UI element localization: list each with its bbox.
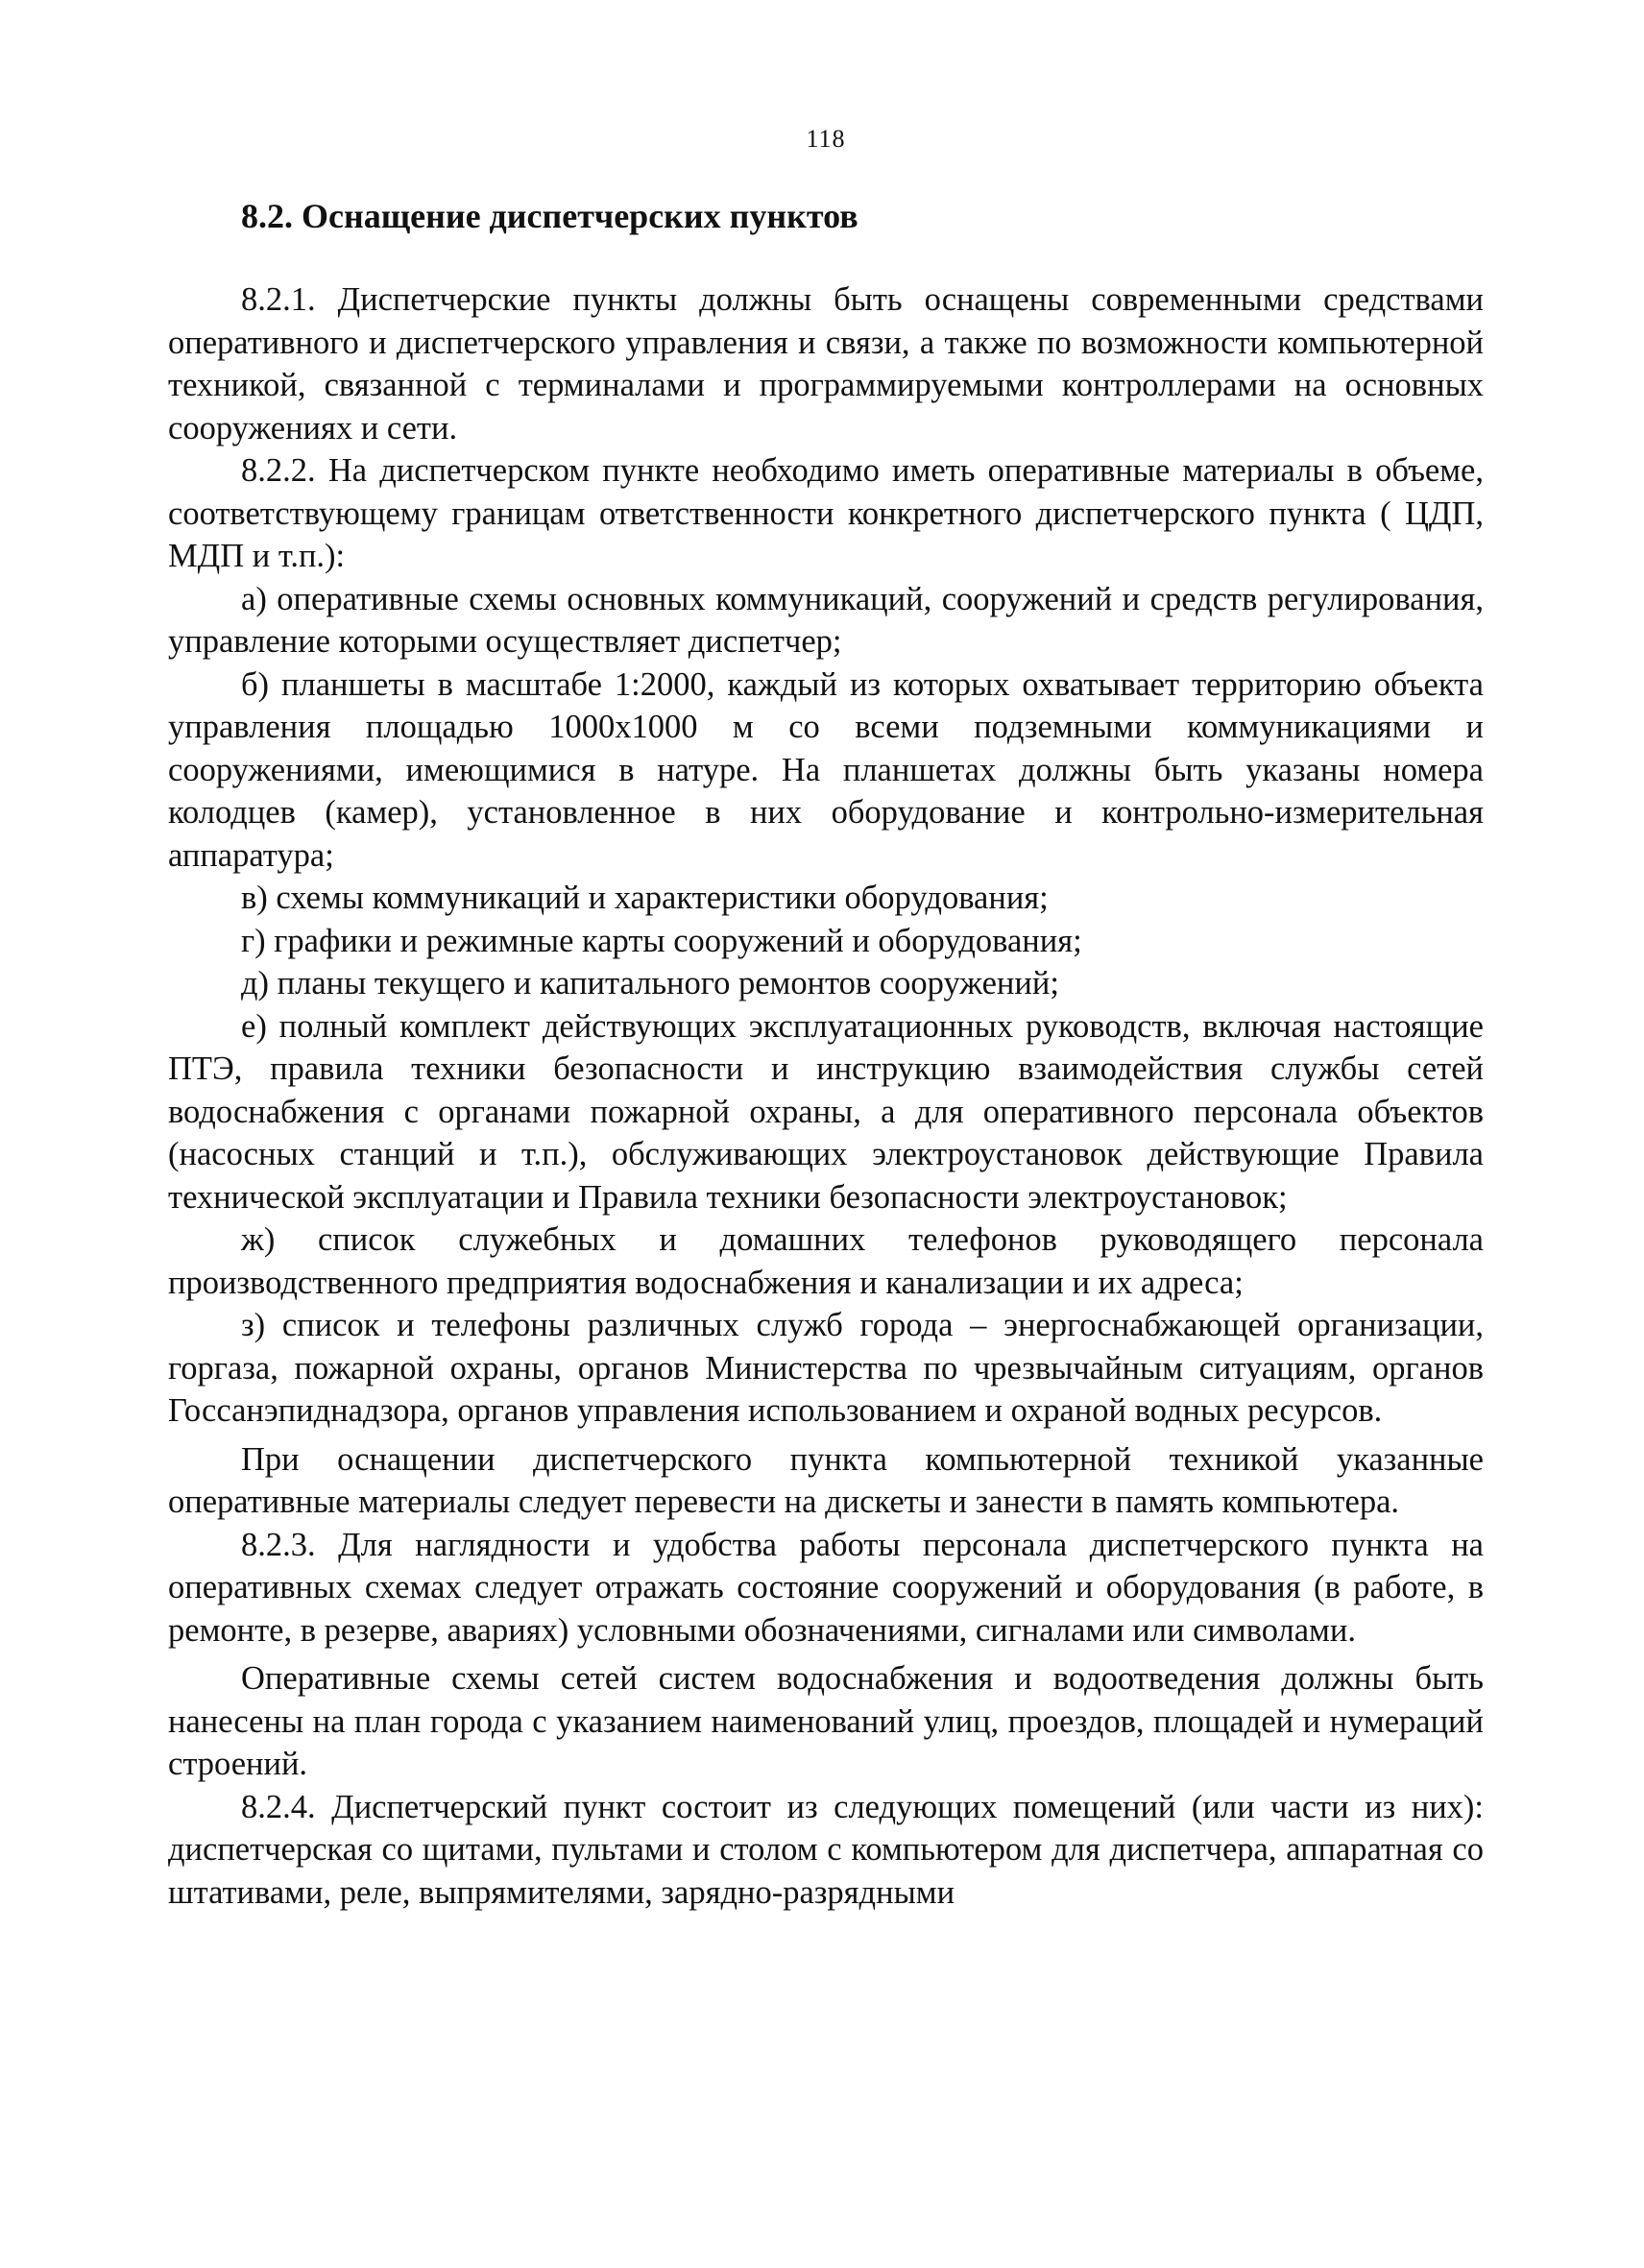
list-item-d: д) планы текущего и капитального ремонтов сооружений; (241, 965, 1059, 1001)
list-item-z: з) список и телефоны различных служб города – энергоснабжающей организации, горгаза, пожарной охраны, органов Министерства по чрезвычайным ситуациям, органов Госсанэпиднадзора, органов управления использованием и охраной водных ресурсов. (168, 1307, 1484, 1429)
paragraph-8-2-3: 8.2.3. Для наглядности и удобства работы персонала диспетчерского пункта на оперативных схемах следует отражать состояние сооружений и оборудования (в работе, в ремонте, в резерве, авариях) условными обозначениями, сигналами или символами. (168, 1526, 1484, 1649)
list-item-e: е) полный комплект действующих эксплуатационных руководств, включая настоящие ПТЭ, правила техники безопасности и инструкцию взаимодействия службы сетей водоснабжения с органами пожарной охраны, а для оперативного персонала объектов (насосных станций и т.п.), обслуживающих электроустановок действующие Правила технической эксплуатации и Правила техники безопасности электроустановок; (168, 1007, 1484, 1216)
list-item-g: г) графики и режимные карты сооружений и оборудования; (241, 922, 1082, 959)
list-item-a: а) оперативные схемы основных коммуникаций, сооружений и средств регулирования, управление которыми осуществляет диспетчер; (168, 580, 1484, 660)
page-number: 118 (806, 125, 846, 153)
paragraph-schemes-note: Оперативные схемы сетей систем водоснабжения и водоотведения должны быть нанесены на план города с указанием наименований улиц, проездов, площадей и нумераций строений. (168, 1660, 1484, 1782)
document-page (168, 125, 1484, 1914)
list-item-zh: ж) список служебных и домашних телефонов руководящего персонала производственного предприятия водоснабжения и канализации и их адреса; (168, 1221, 1484, 1301)
paragraph-8-2-1: 8.2.1. Диспетчерские пункты должны быть оснащены современными средствами оперативного и диспетчерского управления и связи, а также по возможности компьютерной техникой, связанной с терминалами и программируемыми контроллерами на основных сооружениях и сети. (168, 281, 1484, 446)
section-title: 8.2. Оснащение диспетчерских пунктов (241, 197, 858, 235)
paragraph-8-2-4: 8.2.4. Диспетчерский пункт состоит из следующих помещений (или части из них): диспетчерская со щитами, пультами и столом с компьютером для диспетчера, аппаратная со штативами, реле, выпрямителями, зарядно-разрядными (168, 1788, 1484, 1911)
paragraph-computer-note: При оснащении диспетчерского пункта компьютерной техникой указанные оперативные материалы следует перевести на дискеты и занести в память компьютера. (168, 1440, 1484, 1520)
paragraph-8-2-2: 8.2.2. На диспетчерском пункте необходимо иметь оперативные материалы в объеме, соответствующему границам ответственности конкретного диспетчерского пункта ( ЦДП, МДП и т.п.): (168, 452, 1484, 574)
list-item-b: б) планшеты в масштабе 1:2000, каждый из которых охватывает территорию объекта управления площадью 1000х1000 м со всеми подземными коммуникациями и сооружениями, имеющимися в натуре. На планшетах должны быть указаны номера колодцев (камер), установленное в них оборудование и контрольно-измерительная аппаратура; (168, 665, 1484, 874)
list-item-v: в) схемы коммуникаций и характеристики оборудования; (241, 880, 1049, 916)
